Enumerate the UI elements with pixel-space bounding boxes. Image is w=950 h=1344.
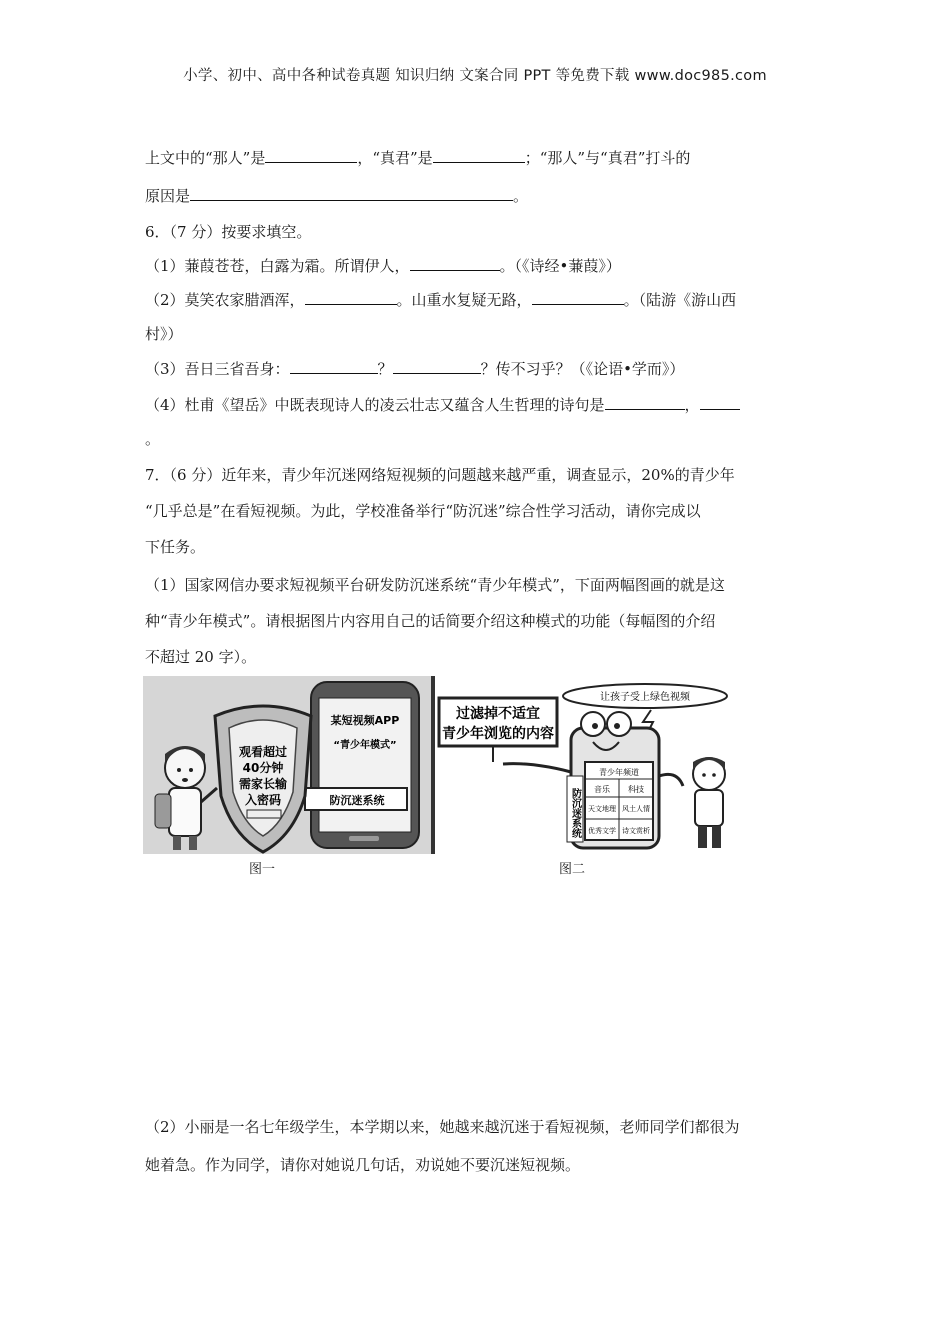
blank-reason[interactable] — [190, 185, 513, 201]
blank-q6-2b[interactable] — [532, 289, 624, 305]
q7-sub2-line-2: 她着急。作为同学，请你对她说几句话，劝说她不要沉迷短视频。 — [145, 1156, 581, 1174]
q5-line-2 — [145, 185, 810, 207]
grid-cell-4: 风土人情 — [622, 805, 650, 813]
q5-end: 。 — [513, 187, 529, 205]
q7-line-3: 下任务。 — [145, 538, 206, 556]
blank-zhenjun[interactable] — [433, 147, 525, 163]
shield-line-4: 入密码 — [244, 793, 282, 807]
q6-3-text-c: ？传不习乎？（《论语•学而》） — [480, 360, 685, 378]
q6-4-comma: ， — [684, 396, 700, 414]
q5-text-b: ，“真君”是 — [357, 149, 433, 167]
q5-reason-label: 原因是 — [145, 187, 191, 205]
blank-q6-4b[interactable] — [700, 394, 740, 410]
q6-item-2-cont: 村》） — [145, 325, 183, 343]
q6-title: 6．（7 分）按要求填空。 — [145, 223, 312, 241]
grid-cell-2: 科技 — [628, 785, 644, 794]
grid-header-text: 青少年频道 — [599, 768, 639, 777]
phone-mode-text: “青少年模式” — [333, 740, 397, 751]
q5-text-c: ；“那人”与“真君”打斗的 — [524, 149, 691, 167]
shield-line-1: 观看超过 — [238, 745, 288, 759]
q6-1-text: （1）蒹葭苍苍，白露为霜。所谓伊人， — [145, 257, 410, 275]
q7-sub1-line-3: 不超过 20 字）。 — [145, 648, 257, 666]
shield-line-3: 需家长输 — [238, 777, 288, 791]
q5-text-a: 上文中的“那人”是 — [145, 149, 266, 167]
figure-2-caption: 图二 — [559, 862, 586, 877]
q5-line-1 — [145, 147, 810, 169]
q7-sub1-line-1: （1）国家网信办要求短视频平台研发防沉迷系统“青少年模式”，下面两幅图画的就是这 — [145, 576, 725, 594]
q7-line-2: “几乎总是”在看短视频。为此，学校准备举行“防沉迷”综合性学习活动，请你完成以 — [145, 502, 701, 520]
grid-cell-5: 优秀文学 — [588, 827, 616, 835]
thought-text: 让孩子受上绿色视频 — [600, 692, 690, 703]
q6-2-text-a: （2）莫笑农家腊酒浑， — [145, 291, 305, 309]
side-label-text: 防沉迷系统 — [569, 788, 581, 838]
blank-q6-3b[interactable] — [393, 358, 481, 374]
bubble-line-1: 过滤掉不适宜 — [456, 706, 540, 722]
q6-3-text-a: （3）吾日三省吾身： — [145, 360, 290, 378]
q6-1-source: 。（《诗经•蒹葭》） — [499, 257, 621, 275]
blank-q6-4a[interactable] — [605, 394, 685, 410]
blank-nairen[interactable] — [265, 147, 357, 163]
q6-3-qmark: ？ — [377, 360, 393, 378]
q6-item-4 — [145, 394, 810, 416]
q7-sub1-line-2: 种“青少年模式”。请根据图片内容用自己的话简要介绍这种模式的功能（每幅图的介绍 — [145, 612, 716, 630]
figure-1-image — [143, 676, 433, 854]
q6-2-text-b: 。山重水复疑无路， — [396, 291, 532, 309]
grid-cell-1: 音乐 — [594, 785, 610, 794]
grid-cell-6: 诗文赏析 — [622, 827, 650, 835]
blank-q6-2a[interactable] — [305, 289, 397, 305]
figure-1-caption: 图一 — [249, 862, 276, 877]
q6-2-source: 。（陆游《游山西 — [623, 291, 737, 309]
page-header: 小学、初中、高中各种试卷真题 知识归纳 文案合同 PPT 等免费下载 www.doc985.com — [183, 68, 767, 84]
blank-q6-3a[interactable] — [290, 358, 378, 374]
blank-q6-1[interactable] — [410, 255, 500, 271]
q6-4-text: （4）杜甫《望岳》中既表现诗人的凌云壮志又蕴含人生哲理的诗句是 — [145, 396, 605, 414]
q6-item-2 — [145, 289, 810, 311]
figure-2-image — [433, 676, 738, 854]
grid-cell-3: 天文地理 — [588, 805, 616, 813]
q6-item-3 — [145, 358, 810, 380]
bubble-line-2: 青少年浏览的内容 — [442, 726, 554, 742]
phone-title-text: 某短视频APP — [330, 714, 400, 727]
q7-sub2-line-1: （2）小丽是一名七年级学生，本学期以来，她越来越沉迷于看短视频，老师同学们都很为 — [145, 1118, 740, 1136]
system-label-text: 防沉迷系统 — [329, 794, 385, 807]
q6-item-4-end: 。 — [145, 430, 161, 448]
q6-item-1 — [145, 255, 810, 277]
shield-line-2: 40分钟 — [242, 761, 284, 775]
q7-line-1: 7．（6 分）近年来，青少年沉迷网络短视频的问题越来越严重，调查显示，20%的青少年 — [145, 466, 735, 484]
